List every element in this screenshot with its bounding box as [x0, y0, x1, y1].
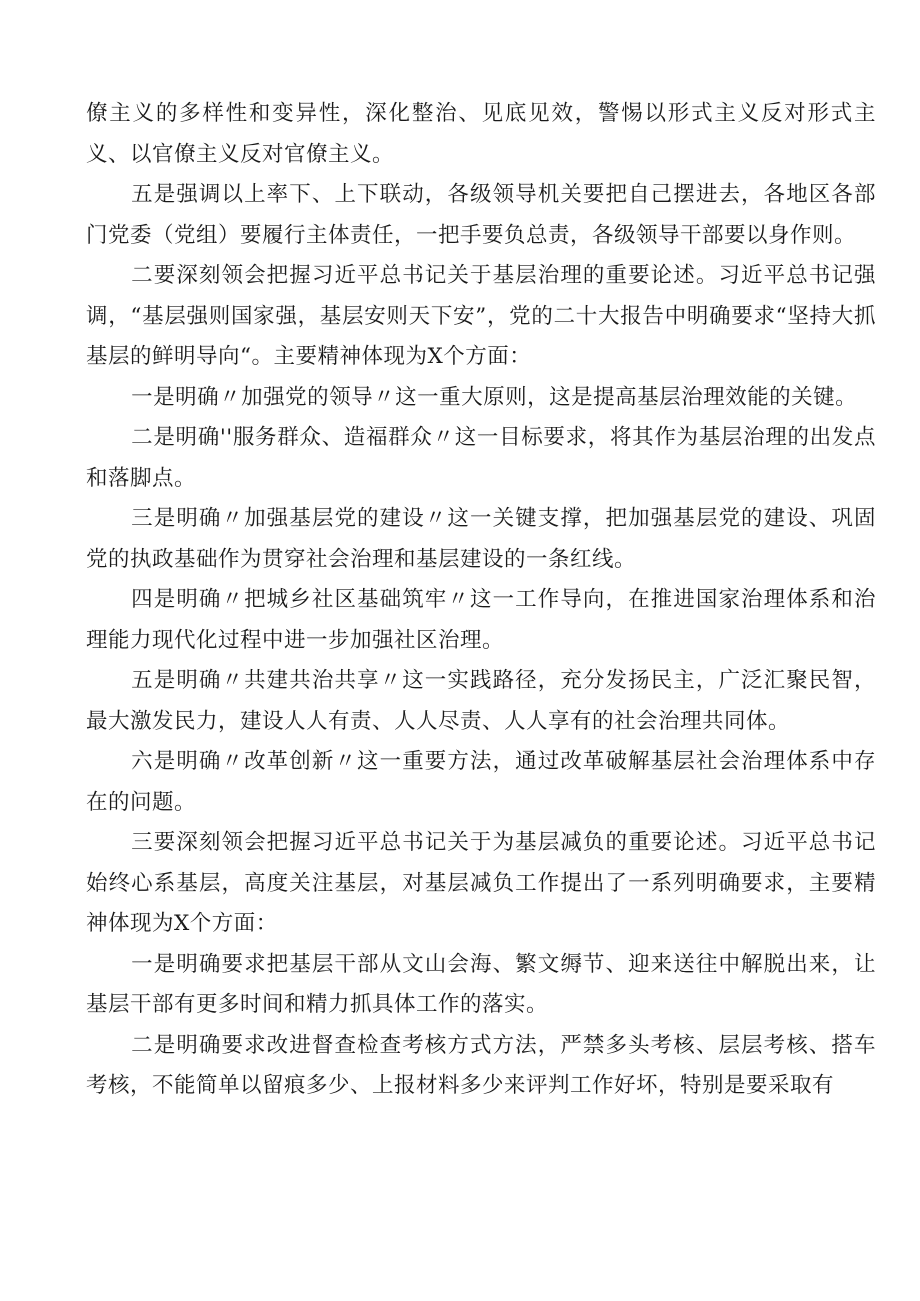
paragraph: 一是明确要求把基层干部从文山会海、繁文缛节、迎来送往中解脱出来，让基层干部有更多时间和精力抓具体工作的落实。 — [86, 951, 876, 1017]
paragraph: 五是强调以上率下、上下联动，各级领导机关要把自己摆进去，各地区各部门党委（党组）要履行主体责任，一把手要负总责，各级领导干部要以身作则。 — [86, 182, 876, 248]
paragraph: 二是明确''服务群众、造福群众〃这一目标要求，将其作为基层治理的出发点和落脚点。 — [86, 425, 876, 491]
paragraph-continuation: 僚主义的多样性和变异性，深化整治、见底见效，警惕以形式主义反对形式主义、以官僚主义反对官僚主义。 — [86, 101, 876, 167]
paragraph-section-heading: 三要深刻领会把握习近平总书记关于为基层减负的重要论述。习近平总书记始终心系基层，高度关注基层，对基层减负工作提出了一系列明确要求，主要精神体现为X个方面： — [86, 830, 876, 936]
paragraph: 四是明确〃把城乡社区基础筑牢〃这一工作导向，在推进国家治理体系和治理能力现代化过程中进一步加强社区治理。 — [86, 587, 876, 653]
paragraph: 一是明确〃加强党的领导〃这一重大原则，这是提高基层治理效能的关键。 — [131, 384, 858, 410]
paragraph-section-heading: 二要深刻领会把握习近平总书记关于基层治理的重要论述。习近平总书记强调，“基层强则国家强，基层安则天下安”，党的二十大报告中明确要求“坚持大抓基层的鲜明导向“。主要精神体现为X个方面： — [86, 263, 876, 369]
paragraph: 五是明确〃共建共治共享〃这一实践路径，充分发扬民主，广泛汇聚民智，最大激发民力，建设人人有责、人人尽责、人人享有的社会治理共同体。 — [86, 668, 876, 734]
paragraph: 三是明确〃加强基层党的建设〃这一关键支撑，把加强基层党的建设、巩固党的执政基础作为贯穿社会治理和基层建设的一条红线。 — [86, 506, 876, 572]
paragraph: 六是明确〃改革创新〃这一重要方法，通过改革破解基层社会治理体系中存在的问题。 — [86, 749, 876, 815]
paragraph: 二是明确要求改进督查检查考核方式方法，严禁多头考核、层层考核、搭车考核，不能简单以留痕多少、上报材料多少来评判工作好坏，特别是要采取有 — [86, 1032, 876, 1098]
document-body — [86, 94, 876, 1107]
